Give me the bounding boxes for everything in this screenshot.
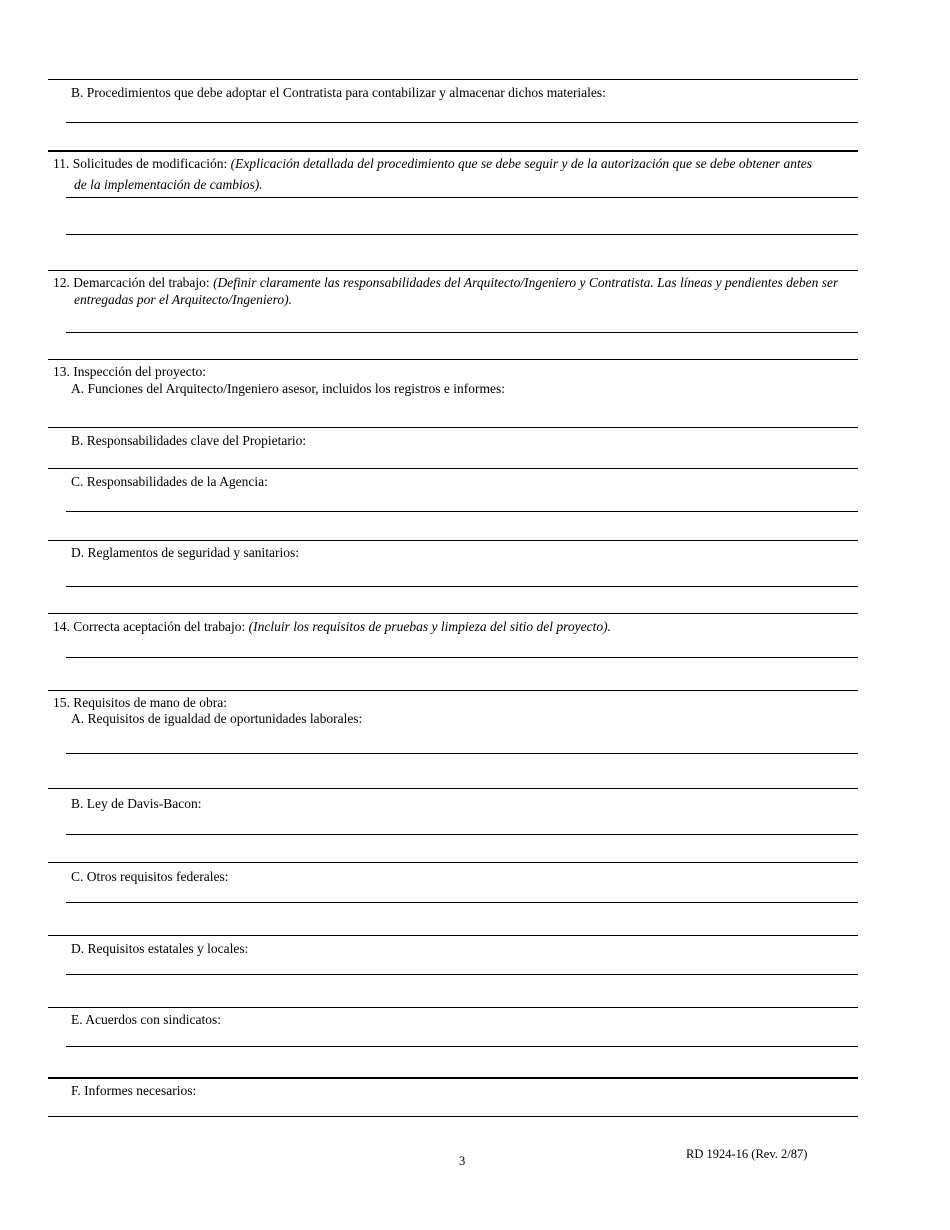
item-11-label [53,155,812,172]
item-15a-label: A. Requisitos de igualdad de oportunidades laborales: [71,711,363,726]
rule [48,862,858,863]
rule [48,1077,858,1079]
item-15c-label: C. Otros requisitos federales: [71,869,229,884]
item-15d-label: D. Requisitos estatales y locales: [71,941,249,956]
answer-line[interactable] [48,468,858,469]
item-13-title: 13. Inspección del proyecto: [53,364,206,379]
item-10b-label: B. Procedimientos que debe adoptar el Contratista para contabilizar y almacenar dichos materiales: [71,85,606,100]
item-14-title: 14. Correcta aceptación del trabajo: [53,619,249,634]
item-15-title: 15. Requisitos de mano de obra: [53,695,227,710]
item-14-note: (Incluir los requisitos de pruebas y limpieza del sitio del proyecto). [248,619,611,634]
rule [48,540,858,541]
rule [48,935,858,936]
rule [48,690,858,691]
item-11-title: 11. Solicitudes de modificación: [53,156,231,171]
rule [48,79,858,80]
item-14-label [53,618,611,635]
item-12-note: (Definir claramente las responsabilidades del Arquitecto/Ingeniero y Contratista. Las líneas y pendientes deben ser [213,275,839,290]
item-12-note-cont: entregadas por el Arquitecto/Ingeniero). [74,292,292,307]
answer-line[interactable] [48,427,858,428]
answer-line[interactable] [66,974,858,975]
answer-line[interactable] [66,511,858,512]
rule [48,359,858,360]
item-11-note: (Explicación detallada del procedimiento que se debe seguir y de la autorización que se debe obtener antes [230,156,812,171]
item-12-label [53,274,838,291]
rule [48,1007,858,1008]
answer-line[interactable] [66,197,858,198]
item-12-title: 12. Demarcación del trabajo: [53,275,214,290]
answer-line[interactable] [66,122,858,123]
item-11-note-cont: de la implementación de cambios). [74,177,263,192]
rule [48,270,858,271]
item-13d-label: D. Reglamentos de seguridad y sanitarios: [71,545,299,560]
page-number: 3 [459,1154,466,1168]
answer-line[interactable] [66,834,858,835]
answer-line[interactable] [66,234,858,235]
item-13a-label: A. Funciones del Arquitecto/Ingeniero asesor, incluidos los registros e informes: [71,381,505,396]
answer-line[interactable] [66,332,858,333]
answer-line[interactable] [48,1116,858,1117]
item-13b-label: B. Responsabilidades clave del Propietario: [71,433,307,448]
answer-line[interactable] [66,753,858,754]
form-id: RD 1924-16 (Rev. 2/87) [686,1147,808,1161]
rule [48,613,858,614]
answer-line[interactable] [66,1046,858,1047]
answer-line[interactable] [66,586,858,587]
answer-line[interactable] [66,657,858,658]
item-13c-label: C. Responsabilidades de la Agencia: [71,474,268,489]
item-15e-label: E. Acuerdos con sindicatos: [71,1012,221,1027]
item-15b-label: B. Ley de Davis-Bacon: [71,796,202,811]
rule [48,788,858,789]
answer-line[interactable] [66,902,858,903]
rule [48,150,858,152]
item-15f-label: F. Informes necesarios: [71,1083,197,1098]
